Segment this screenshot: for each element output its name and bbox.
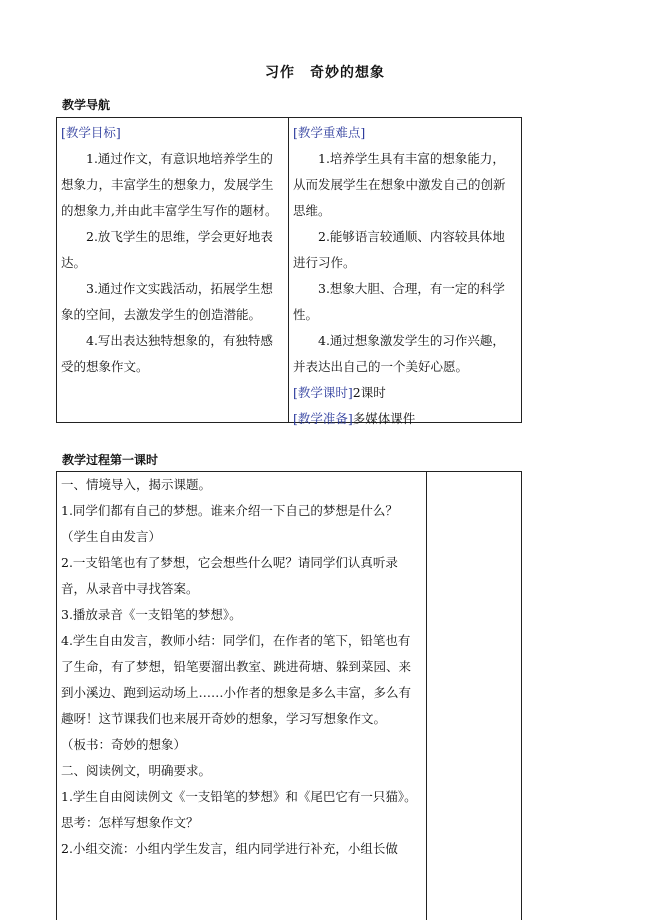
process-line: 2.一支铅笔也有了梦想，它会想些什么呢？请同学们认真听录音，从录音中寻找答案。 xyxy=(61,555,398,596)
process-line: 一、情境导入，揭示课题。 xyxy=(61,477,212,492)
process-line: 2.小组交流：小组内学生发言，组内同学进行补充，小组长做 xyxy=(61,841,398,856)
goal-item: 4.写出表达独特想象的，有独特感受的想象作文。 xyxy=(61,333,273,374)
hours-tag: [教学课时] xyxy=(293,385,353,400)
process-line: （学生自由发言） xyxy=(61,529,162,544)
prep-value: 多媒体课件 xyxy=(352,411,416,426)
process-table xyxy=(56,471,522,920)
process-line: （板书：奇妙的想象） xyxy=(61,737,187,752)
process-line: 3.播放录音《一支铅笔的梦想》。 xyxy=(61,607,242,622)
keypoints-tag: [教学重难点] xyxy=(293,125,366,140)
keypoint-item: 3.想象大胆、合理，有一定的科学性。 xyxy=(293,281,505,322)
keypoint-item: 4.通过想象激发学生的习作兴趣，并表达出自己的一个美好心愿。 xyxy=(293,333,505,374)
process-content xyxy=(57,472,427,920)
page-title: 习作 奇妙的想象 xyxy=(265,65,385,81)
goal-item: 2.放飞学生的思维，学会更好地表达。 xyxy=(61,229,273,270)
keypoint-item: 2.能够语言较通顺、内容较具体地进行习作。 xyxy=(293,229,505,270)
keypoints-cell xyxy=(289,118,521,426)
notes-column xyxy=(427,472,521,920)
goal-item: 1.通过作文，有意识地培养学生的想象力，丰富学生的想象力，发展学生的想象力,并由此丰富学生写作的题材。 xyxy=(61,151,278,218)
process-line: 二、阅读例文，明确要求。 xyxy=(61,763,212,778)
goals-cell xyxy=(57,118,289,422)
goal-item: 3.通过作文实践活动，拓展学生想象的空间，去激发学生的创造潜能。 xyxy=(61,281,273,322)
process-line: 1.同学们都有自己的梦想。谁来介绍一下自己的梦想是什么？ xyxy=(61,503,398,518)
navigation-table xyxy=(56,117,522,426)
process-heading: 教学过程第一课时 xyxy=(62,453,159,467)
keypoint-item: 1.培养学生具有丰富的想象能力，从而发展学生在想象中激发自己的创新思维。 xyxy=(293,151,506,218)
process-line: 1.学生自由阅读例文《一支铅笔的梦想》和《尾巴它有一只猫》。思考：怎样写想象作文？ xyxy=(61,789,417,830)
teaching-hours xyxy=(293,380,517,406)
hours-value: 2课时 xyxy=(352,385,386,400)
goals-tag: [教学目标] xyxy=(61,125,121,140)
nav-heading: 教学导航 xyxy=(62,98,111,112)
process-line: 4.学生自由发言，教师小结：同学们，在作者的笔下，铅笔也有了生命，有了梦想，铅笔要溜出教室、跳进荷塘、躲到菜园、来到小溪边、跑到运动场上……小作者的想象是多么丰富，多么有趣呀！这节课我们也来展开奇妙的想象，学习写想象作文。 xyxy=(61,633,412,726)
teaching-prep xyxy=(293,406,517,432)
prep-tag: [教学准备] xyxy=(293,411,353,426)
